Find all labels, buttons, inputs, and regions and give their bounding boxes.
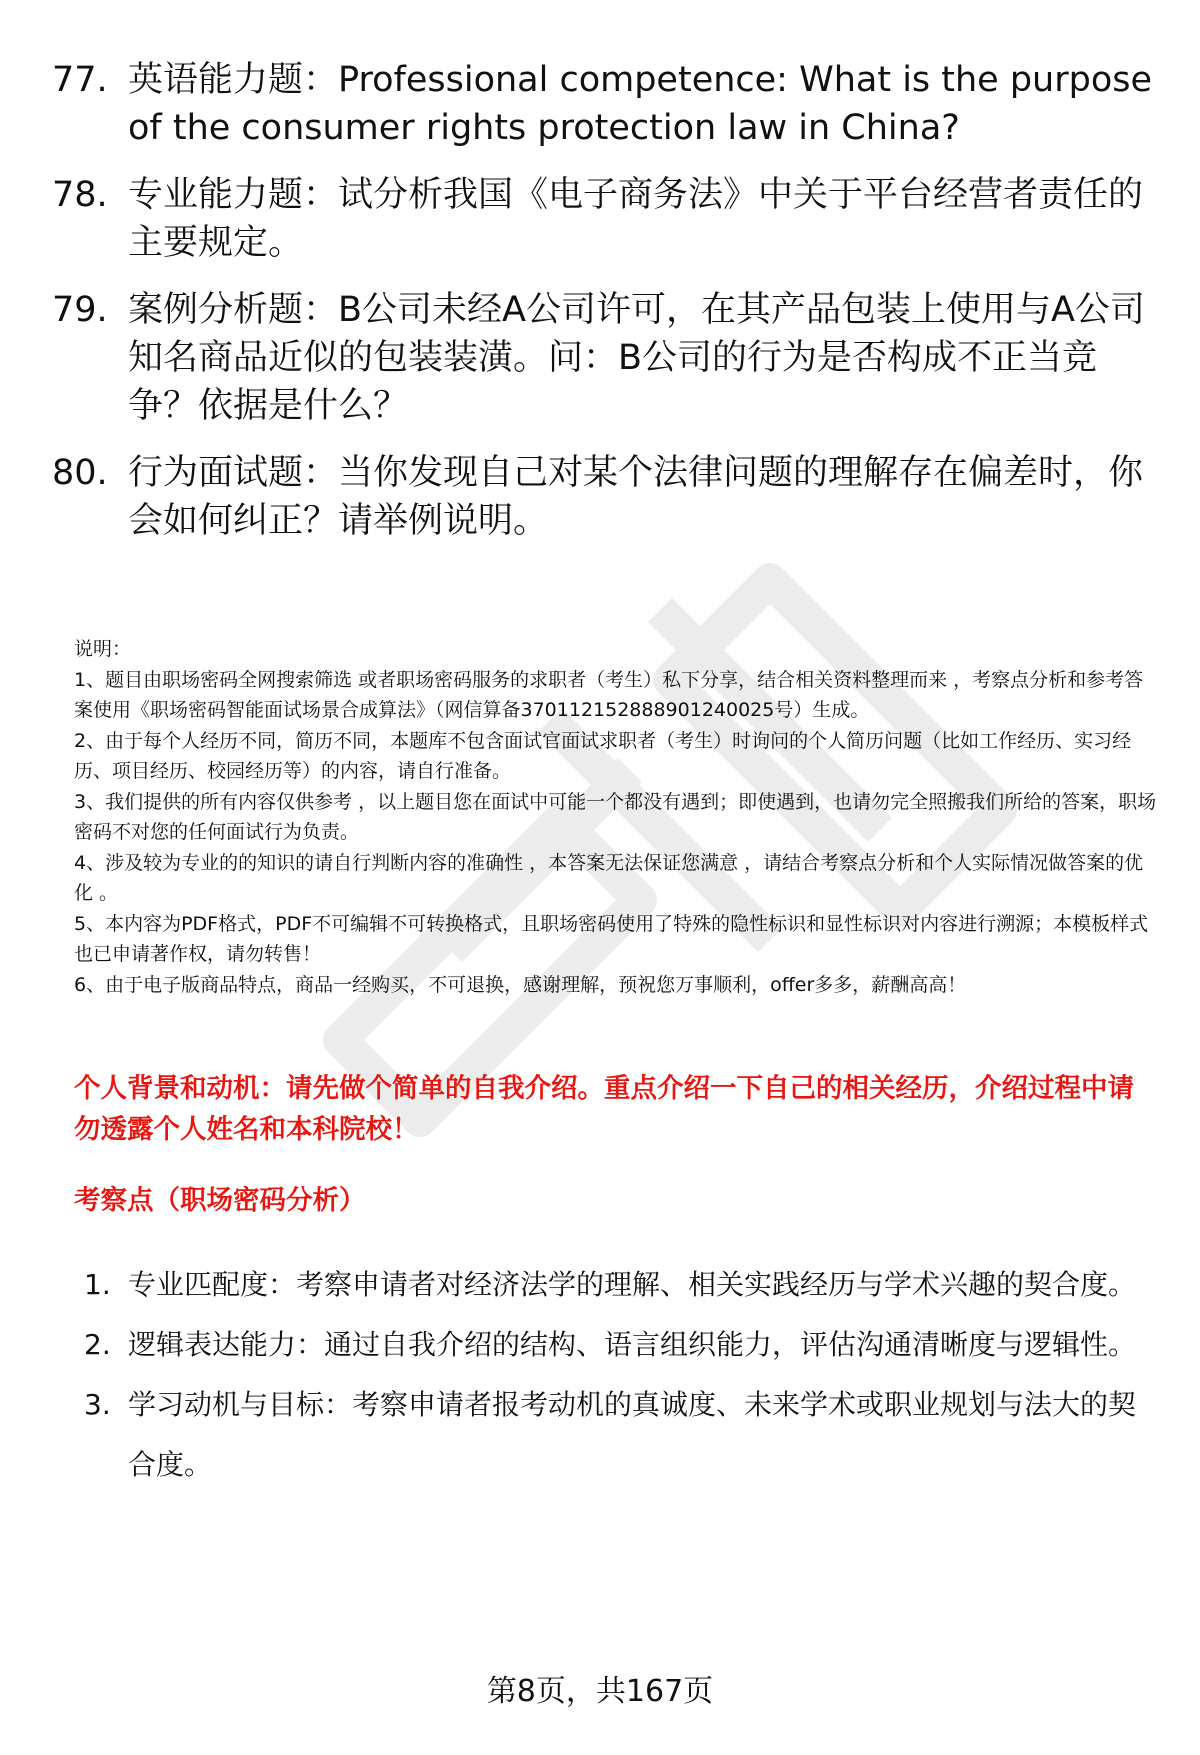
question-item [52, 171, 1162, 267]
note-item: 1、题目由职场密码全网搜索筛选 或者职场密码服务的求职者（考生）私下分享，结合相关资料整理而来 ，考察点分析和参考答案使用《职场密码智能面试场景合成算法》（网信算备370112152888901240025号）生成。 [74, 668, 1144, 721]
question-number: 78. [52, 175, 108, 215]
notes-heading: 说明： [74, 638, 132, 660]
analysis-point [84, 1255, 1159, 1315]
question-number: 80. [52, 453, 108, 493]
note-item: 6、由于电子版商品特点，商品一经购买，不可退换，感谢理解，预祝您万事顺利，offer多多，薪酬高高！ [74, 973, 967, 996]
question-text: 专业能力题：试分析我国《电子商务法》中关于平台经营者责任的主要规定。 [128, 175, 1144, 263]
point-number: 2. [84, 1328, 111, 1361]
question-number: 79. [52, 290, 108, 330]
analysis-point [84, 1375, 1159, 1495]
question-item [52, 56, 1162, 152]
point-text: 专业匹配度：考察申请者对经济法学的理解、相关实践经历与学术兴趣的契合度。 [128, 1268, 1137, 1301]
note-item: 3、我们提供的所有内容仅供参考 ，以上题目您在面试中可能一个都没有遇到；即使遇到，也请勿完全照搬我们所给的答案，职场密码不对您的任何面试行为负责。 [74, 790, 1157, 843]
analysis-point [84, 1315, 1159, 1375]
note-item: 2、由于每个人经历不同，简历不同，本题库不包含面试官面试求职者（考生）时询问的个人简历问题（比如工作经历、实习经历、项目经历、校园经历等）的内容，请自行准备。 [74, 729, 1132, 782]
point-number: 3. [84, 1388, 111, 1421]
point-text: 学习动机与目标：考察申请者报考动机的真诚度、未来学术或职业规划与法大的契合度。 [128, 1388, 1137, 1481]
point-number: 1. [84, 1268, 111, 1301]
analysis-point-list [84, 1255, 1159, 1495]
point-text: 逻辑表达能力：通过自我介绍的结构、语言组织能力，评估沟通清晰度与逻辑性。 [128, 1328, 1137, 1361]
question-item [52, 286, 1162, 430]
notes-section [74, 634, 1159, 1000]
section-subtitle: 考察点（职场密码分析） [74, 1185, 366, 1216]
page-footer: 第8页，共167页 [486, 1674, 714, 1709]
question-number: 77. [52, 60, 108, 100]
question-text: 英语能力题：Professional competence: What is the purpose of the consumer rights protection law in China? [128, 60, 1153, 148]
note-item: 4、涉及较为专业的的知识的请自行判断内容的准确性 ，本答案无法保证您满意 ，请结合考察点分析和个人实际情况做答案的优化 。 [74, 851, 1144, 904]
section-title: 个人背景和动机：请先做个简单的自我介绍。重点介绍一下自己的相关经历，介绍过程中请勿透露个人姓名和本科院校！ [74, 1073, 1134, 1145]
note-item: 5、本内容为PDF格式，PDF不可编辑不可转换格式，且职场密码使用了特殊的隐性标识和显性标识对内容进行溯源；本模板样式也已申请著作权，请勿转售！ [74, 912, 1149, 965]
question-text: 案例分析题：B公司未经A公司许可，在其产品包装上使用与A公司知名商品近似的包装装潢。问：B公司的行为是否构成不正当竞争？依据是什么？ [128, 290, 1145, 426]
question-list [52, 56, 1162, 564]
question-text: 行为面试题：当你发现自己对某个法律问题的理解存在偏差时，你会如何纠正？请举例说明。 [128, 453, 1144, 541]
question-item [52, 449, 1162, 545]
